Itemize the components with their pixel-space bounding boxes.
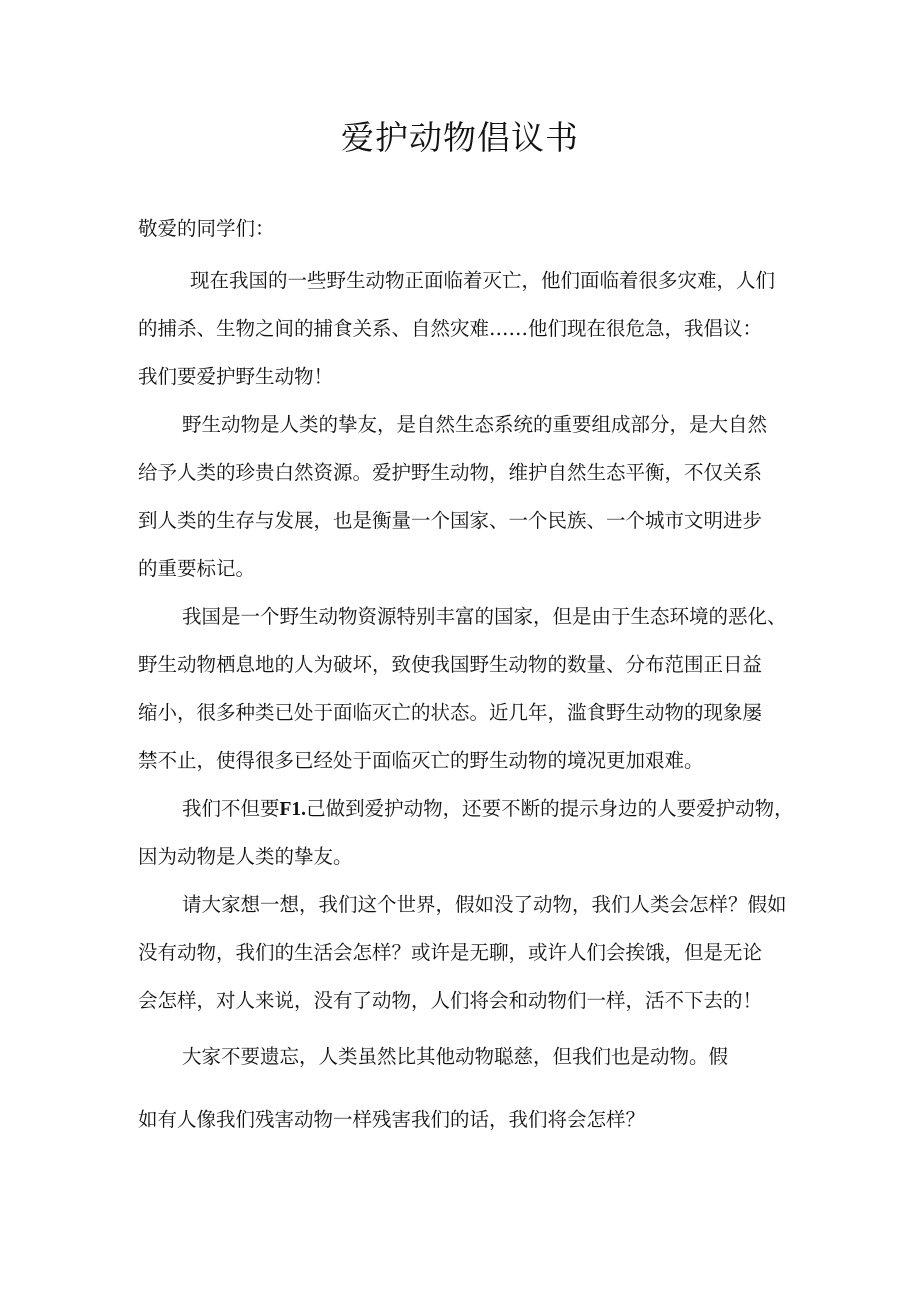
paragraph-4-line-1-end: 己做到爱护动物，还要不断的提示身边的人要爱护动物，	[306, 797, 794, 820]
paragraph-6-line-1: 大家不要遗忘，人类虽然比其他动物聪慈，但我们也是动物。假	[182, 1045, 729, 1068]
paragraph-2-line-3: 到人类的生存与发展，也是衡量一个国家、一个民族、一个城市文明进步	[138, 509, 763, 532]
paragraph-4-bold-fragment: F1.	[279, 799, 307, 820]
paragraph-5-line-1: 请大家想一想，我们这个世界，假如没了动物，我们人类会怎样？假如	[182, 893, 787, 916]
paragraph-2-line-2: 给予人类的珍贵白然资源。爱护野生动物，维护自然生态平衡，不仅关系	[138, 461, 763, 484]
salutation: 敬爱的同学们：	[138, 217, 275, 240]
paragraph-1-line-2: 的捕杀、生物之间的捕食关系、自然灾难……他们现在很危急，我倡议：	[138, 317, 763, 340]
paragraph-4-line-2: 因为动物是人类的挚友。	[138, 845, 353, 868]
paragraph-3-line-2: 野生动物栖息地的人为破坏，致使我国野生动物的数量、分布范围正日益	[138, 653, 763, 676]
paragraph-5-line-3: 会怎样，对人来说，没有了动物，人们将会和动物们一样，活不下去的！	[138, 989, 763, 1012]
paragraph-1-line-3: 我们要爱护野生动物！	[138, 365, 334, 388]
paragraph-6-line-2: 如有人像我们残害动物一样残害我们的话，我们将会怎样？	[138, 1108, 646, 1131]
paragraph-4-line-1-start: 我们不但要	[182, 797, 280, 820]
paragraph-4-line-1	[182, 795, 798, 824]
paragraph-3-line-1: 我国是一个野生动物资源特别丰富的国家，但是由于生态环境的恶化、	[182, 605, 787, 628]
paragraph-5-line-2: 没有动物，我们的生活会怎样？或许是无聊，或许人们会挨饿，但是无论	[138, 941, 763, 964]
paragraph-3-line-3: 缩小，很多种类已处于面临灭亡的状态。近几年，滥食野生动物的现象屡	[138, 701, 763, 724]
document-title: 爱护动物倡议书	[341, 118, 579, 157]
paragraph-3-line-4: 禁不止，使得很多已经处于面临灭亡的野生动物的境况更加艰难。	[138, 749, 704, 772]
paragraph-2-line-4: 的重要标记。	[138, 557, 256, 580]
paragraph-2-line-1: 野生动物是人类的挚友，是自然生态系统的重要组成部分，是大自然	[182, 413, 768, 436]
paragraph-1-line-1: 现在我国的一些野生动物正面临着灭亡，他们面临着很多灾难，人们	[190, 269, 776, 292]
